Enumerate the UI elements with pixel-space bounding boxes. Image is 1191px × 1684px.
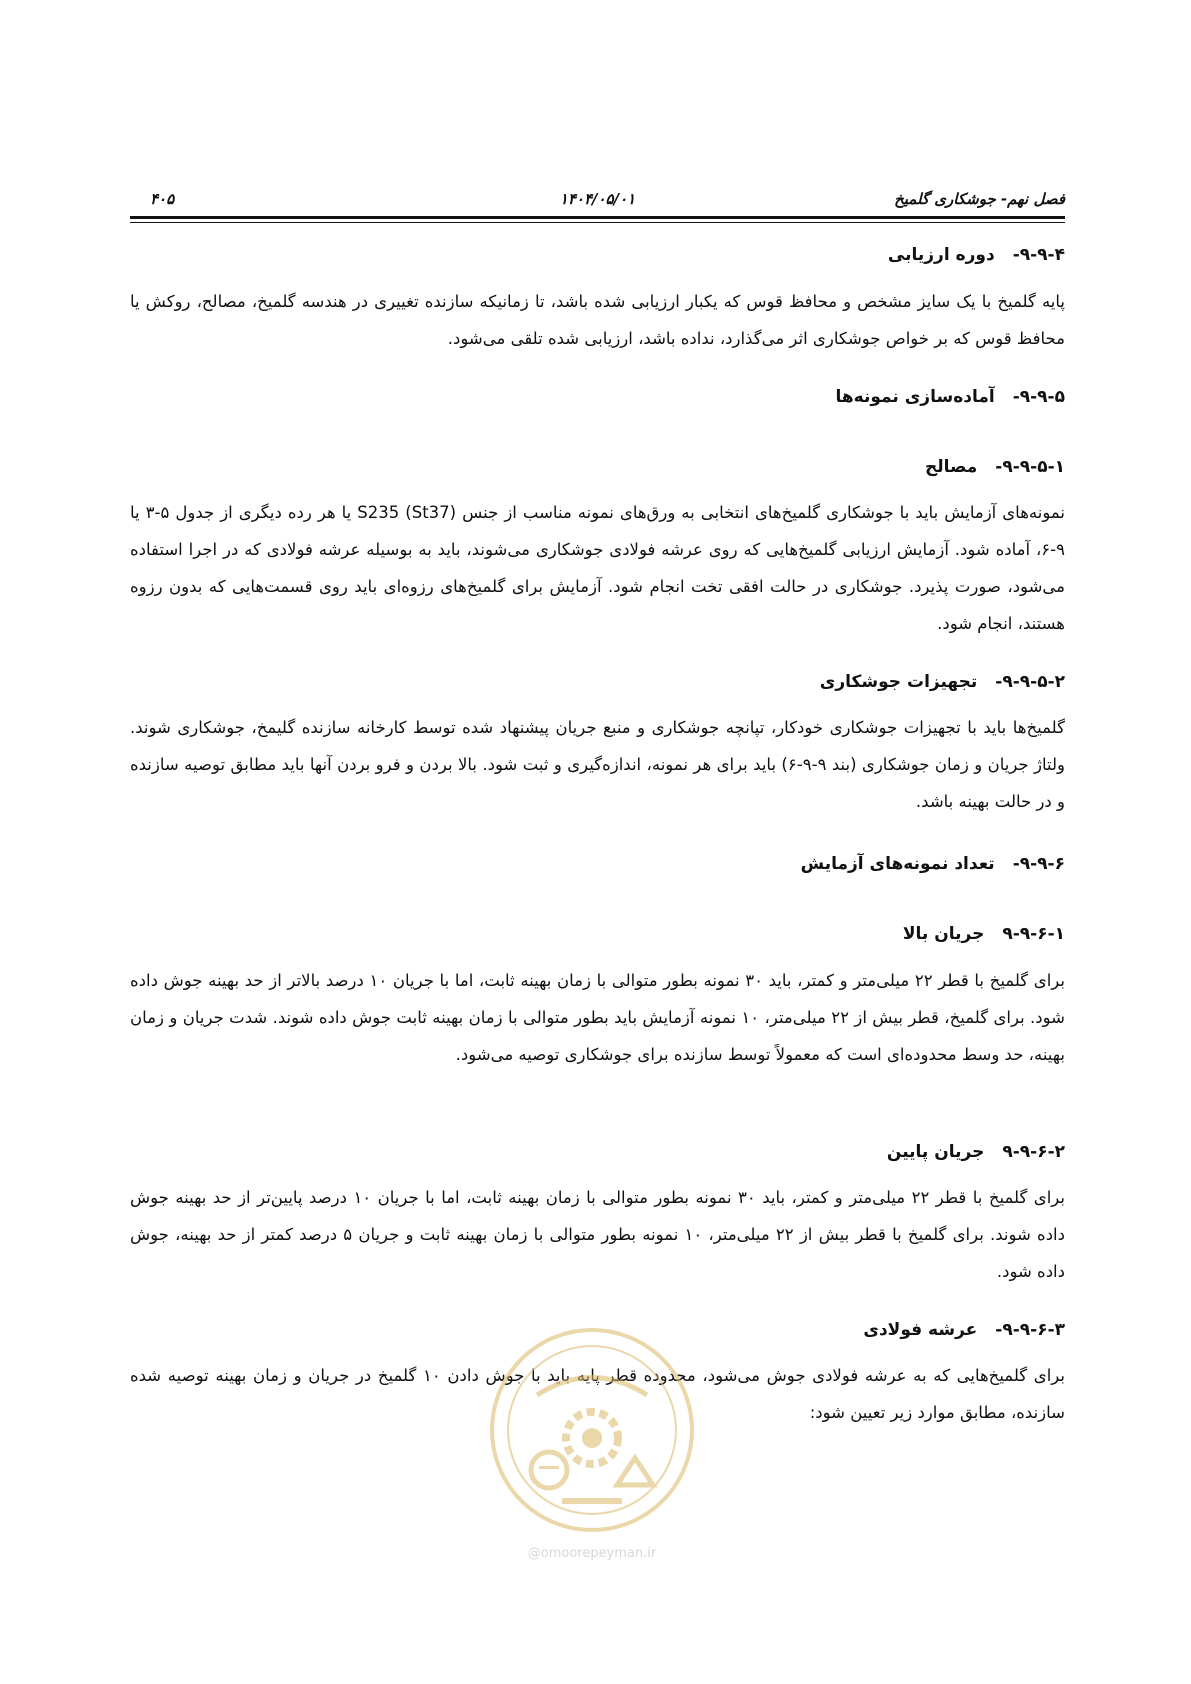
section-paragraph: نمونه‌های آزمایش باید با جوشکاری گلمیخ‌های انتخابی به ورق‌های نمونه مناسب از جنس S235 (St37) یا هر رده دیگری از جدول ۵-۳ یا ۹-۶، آماده شود. آزمایش ارزیابی گلمیخ‌هایی که روی عرشه فولادی جوشکاری می‌شوند، باید به بوسیله عرشه فولادی که در اجرا استفاده می‌شود، صورت پذیرد. جوشکاری در حالت افقی تخت انجام شود. آزمایش برای گلمیخ‌های رزوه‌ای باید روی قسمت‌هایی که بدون رزوه هستند، انجام شود. (130, 503, 1065, 633)
section-paragraph: پایه گلمیخ با یک سایز مشخص و محافظ قوس که یکبار ارزیابی شده باشد، تا زمانیکه سازنده تغییری در هندسه گلمیخ، مصالح، روکش یا محافظ قوس که بر خواص جوشکاری اثر می‌گذارد، نداده باشد، ارزیابی شده تلقی می‌شود. (130, 292, 1065, 348)
section-number: ۹-۹-۶-۲ (1002, 1142, 1065, 1162)
page-number: ۴۰۵ (150, 190, 175, 208)
section-paragraph: گلمیخ‌ها باید با تجهیزات جوشکاری خودکار، تپانچه جوشکاری و منبع جریان پیشنهاد شده توسط کارخانه سازنده گلیمخ، جوشکاری شوند. ولتاژ جریان و زمان جوشکاری (بند ۹-۹-۶) باید برای هر نمونه، اندازه‌گیری و ثبت شود. بالا بردن و فرو بردن آنها باید مطابق توصیه سازنده و در حالت بهینه باشد. (130, 718, 1066, 811)
section-title: دوره ارزیابی (887, 245, 995, 265)
section-title: جریان بالا (902, 924, 985, 944)
section-number: ۹-۹-۵-۲- (995, 672, 1065, 692)
header-rule-thick (130, 216, 1065, 219)
section-title: عرشه فولادی (863, 1320, 978, 1340)
section-heading (863, 1318, 1065, 1342)
watermark-url: @omoorepeyman.ir (527, 1546, 657, 1561)
section-title: آماده‌سازی نمونه‌ها (835, 387, 995, 407)
section-title: تعداد نمونه‌های آزمایش (800, 854, 995, 874)
section-heading (887, 1140, 1065, 1164)
section-title: مصالح (924, 457, 978, 477)
watermark (487, 1320, 697, 1560)
section-number: ۹-۹-۴- (1012, 245, 1065, 265)
section-heading (820, 670, 1065, 694)
section-heading (925, 455, 1065, 479)
header-date: ۱۴۰۴/۰۵/۰۱ (559, 190, 636, 208)
page-header (130, 190, 1065, 214)
section-number: ۹-۹-۵-۱- (995, 457, 1065, 477)
header-rule-thin (130, 222, 1065, 223)
section-paragraph: برای گلمیخ با قطر ۲۲ میلی‌متر و کمتر، باید ۳۰ نمونه بطور متوالی با زمان بهینه ثابت، اما با جریان ۱۰ درصد پایین‌تر از حد بهینه جوش داده شوند. برای گلمیخ با قطر بیش از ۲۲ میلی‌متر، ۱۰ نمونه بطور متوالی با زمان بهینه ثابت و جریان ۵ درصد کمتر از حد بهینه، جوش داده شود. (130, 1188, 1065, 1281)
section-number: ۹-۹-۶-۳- (995, 1320, 1065, 1340)
section-number: ۹-۹-۵- (1012, 387, 1065, 407)
section-heading (836, 385, 1066, 409)
section-number: ۹-۹-۶- (1012, 854, 1065, 874)
section-title: تجهیزات جوشکاری (819, 672, 978, 692)
chapter-title: فصل نهم- جوشکاری گلمیخ (894, 190, 1065, 208)
section-title: جریان پایین (886, 1142, 985, 1162)
section-paragraph: برای گلمیخ‌هایی که به عرشه فولادی جوش می‌شود، محدوده قطر پایه باید با جوش دادن ۱۰ گلمیخ در جریان و زمان بهینه توصیه شده سازنده، مطابق موارد زیر تعیین شود: (130, 1366, 1065, 1422)
section-number: ۹-۹-۶-۱ (1002, 924, 1065, 944)
section-heading (888, 243, 1065, 267)
section-heading (801, 852, 1065, 876)
section-paragraph: برای گلمیخ با قطر ۲۲ میلی‌متر و کمتر، باید ۳۰ نمونه بطور متوالی با زمان بهینه ثابت، اما با جریان ۱۰ درصد بالاتر از حد بهینه جوش داده شود. برای گلمیخ، قطر بیش از ۲۲ میلی‌متر، ۱۰ نمونه آزمایش باید بطور متوالی با زمان بهینه ثابت جوش داده شوند. شدت جریان و زمان بهینه، حد وسط محدوده‌ای است که معمولاً توسط سازنده برای جوشکاری توصیه می‌شود. (130, 971, 1066, 1064)
section-heading (903, 922, 1065, 946)
